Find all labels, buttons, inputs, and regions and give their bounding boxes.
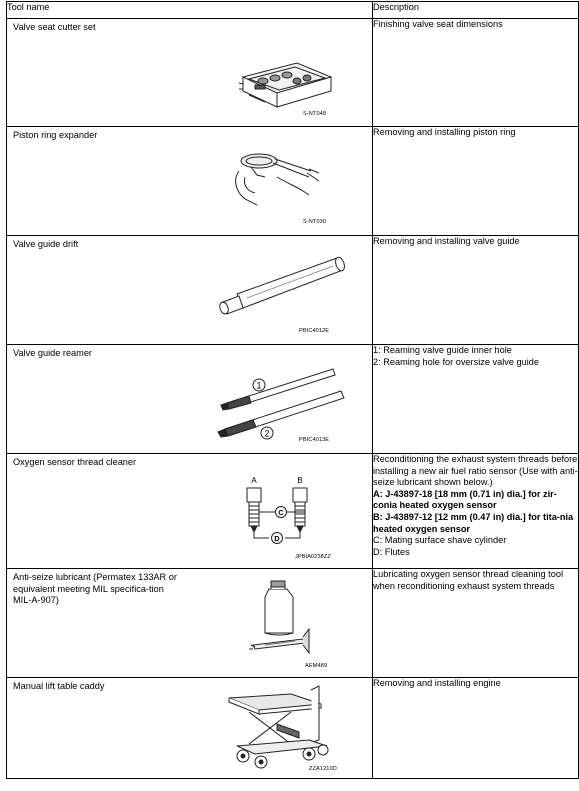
description-cell (373, 569, 579, 678)
table-row (7, 236, 579, 345)
table-header-row (7, 2, 579, 19)
description-cell (373, 236, 579, 345)
piston-ring-expander-illustration (231, 147, 321, 209)
description-line: 1: Reaming valve guide inner hole (373, 345, 512, 355)
tool-name: Anti-seize lubricant (Permatex 133AR or equivalent meeting MIL specifica-tion MIL-A-907) (13, 572, 177, 606)
description-line: A: J-43897-18 [18 mm (0.71 in) dia.] for zir-conia heated oxygen sensor (373, 488, 557, 511)
figure-code: PBIC4012E (299, 328, 330, 334)
special-tools-table (6, 1, 579, 779)
tool-cell (7, 569, 373, 678)
table-row (7, 127, 579, 236)
figure-code: JPBIA0238ZZ (295, 554, 331, 560)
tool-cell (7, 236, 373, 345)
figure-code: ZZA1210D (309, 766, 337, 772)
table-row (7, 19, 579, 127)
header-description: Description (373, 2, 579, 19)
table-row (7, 569, 579, 678)
tool-cell (7, 454, 373, 569)
description-line: Removing and installing engine (373, 678, 501, 688)
valve-guide-reamer-illustration (213, 363, 351, 443)
table-row (7, 678, 579, 779)
tool-name: Valve seat cutter set (13, 22, 96, 32)
tool-name: Manual lift table caddy (13, 681, 105, 691)
tool-cell (7, 678, 373, 779)
table-row (7, 345, 579, 454)
description-cell (373, 19, 579, 127)
description-line: Finishing valve seat dimensions (373, 19, 503, 29)
cleaner-label-d: D (274, 534, 280, 543)
description-cell (373, 345, 579, 454)
cleaner-label-a: A (251, 476, 257, 485)
tool-name: Valve guide drift (13, 239, 79, 249)
valve-seat-cutter-set-illustration (235, 55, 335, 113)
description-line: Reconditioning the exhaust system threads before installing a new air fuel ratio sensor (Use with anti-seize lubricant shown below.) (373, 454, 578, 488)
description-line: Removing and installing piston ring (373, 127, 516, 137)
reamer-label-1: 1 (256, 380, 262, 391)
description-cell (373, 454, 579, 569)
description-line: Removing and installing valve guide (373, 236, 520, 246)
description-cell (373, 678, 579, 779)
anti-seize-lubricant-illustration (247, 579, 327, 661)
reamer-label-2: 2 (264, 428, 270, 439)
valve-guide-drift-illustration (213, 254, 349, 324)
tool-cell (7, 19, 373, 127)
figure-code: PBIC4013E (299, 437, 330, 443)
figure-code: S-NT048 (303, 111, 327, 117)
tool-name: Piston ring expander (13, 130, 98, 140)
header-tool-name: Tool name (7, 2, 373, 19)
description-line: C: Mating surface shave cylinder (373, 535, 507, 546)
tool-name: Oxygen sensor thread cleaner (13, 457, 137, 467)
figure-code: S-NT030 (303, 219, 327, 225)
tool-name: Valve guide reamer (13, 348, 92, 358)
tool-cell (7, 345, 373, 454)
manual-lift-table-caddy-illustration (219, 684, 339, 770)
description-line: Lubricating oxygen sensor thread cleaning tool when reconditioning exhaust system threads (373, 569, 563, 591)
tool-cell (7, 127, 373, 236)
description-cell (373, 127, 579, 236)
table-row (7, 454, 579, 569)
description-line: B: J-43897-12 [12 mm (0.47 in) dia.] for tita-nia heated oxygen sensor (373, 511, 574, 534)
description-line: D: Flutes (373, 546, 410, 557)
cleaner-label-c: C (278, 508, 284, 517)
oxygen-sensor-thread-cleaner-illustration (237, 472, 327, 554)
figure-code: AEM489 (305, 663, 328, 669)
description-line: 2: Reaming hole for oversize valve guide (373, 356, 539, 367)
cleaner-label-b: B (297, 476, 303, 485)
